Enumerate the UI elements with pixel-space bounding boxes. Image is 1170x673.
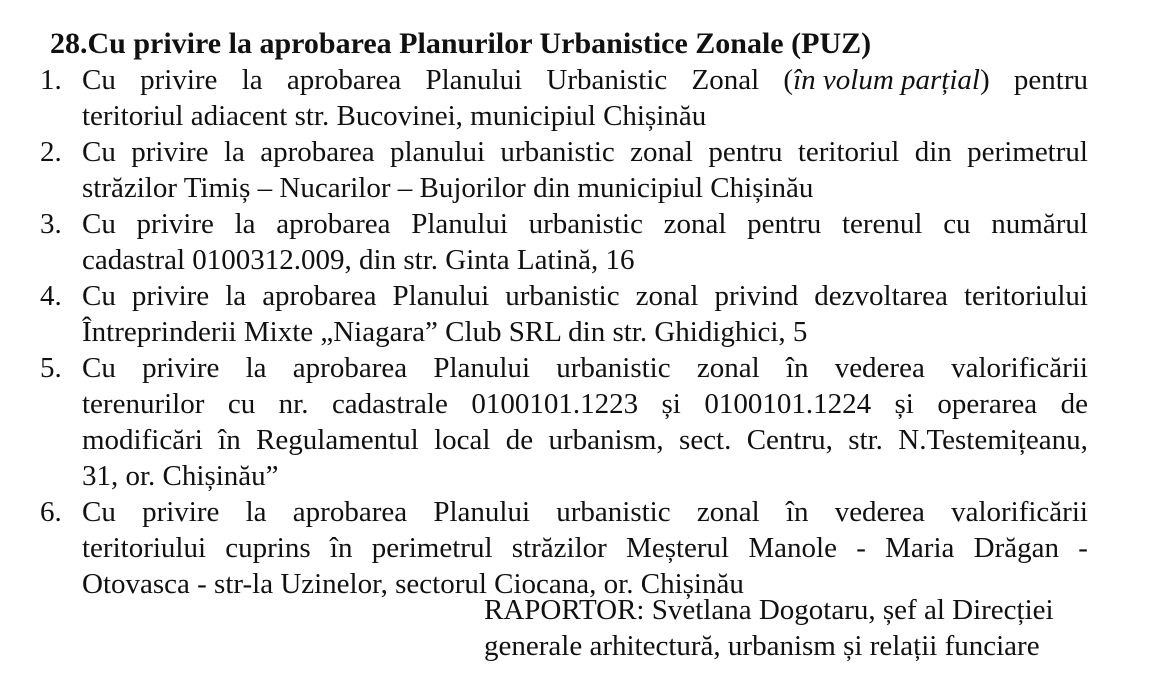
item-text bbox=[82, 278, 1088, 350]
item-word: la bbox=[223, 136, 245, 168]
item-word: cu bbox=[943, 208, 971, 240]
item-text-line bbox=[82, 494, 1088, 530]
item-word: aprobarea bbox=[286, 64, 402, 96]
item-word: 0100101.1224 bbox=[704, 388, 872, 420]
item-word: străzilor bbox=[511, 532, 607, 564]
item-word: zonal bbox=[696, 496, 760, 528]
item-word: la bbox=[234, 208, 256, 240]
item-word: modificări bbox=[82, 424, 203, 456]
item-word: de bbox=[505, 424, 534, 456]
item-text-line bbox=[82, 62, 1088, 98]
item-text-line bbox=[82, 458, 1088, 494]
item-word: terenul bbox=[841, 208, 923, 240]
item-text-line bbox=[82, 278, 1088, 314]
item-word: Otovasca - str-la Uzinelor, sectorul Ciocana, or. Chișinău bbox=[82, 568, 744, 600]
item-word: urbanistic bbox=[528, 208, 643, 240]
italic-phrase: în volum parțial bbox=[793, 64, 980, 96]
item-word: Zonal bbox=[691, 64, 760, 96]
item-word: Centru, bbox=[746, 424, 833, 456]
raportor-line-1: RAPORTOR: Svetlana Dogotaru, șef al Direcției bbox=[484, 594, 1054, 626]
item-text-line bbox=[82, 350, 1088, 386]
item-word: aprobarea bbox=[262, 280, 377, 312]
item-word: (în volum parțial) bbox=[783, 64, 990, 96]
item-word: teritoriul bbox=[797, 136, 900, 168]
item-word: sect. bbox=[679, 424, 732, 456]
item-word: aprobarea bbox=[292, 352, 408, 384]
item-word: Meșterul bbox=[626, 532, 730, 564]
item-text-line bbox=[82, 134, 1088, 170]
item-text bbox=[82, 62, 1088, 134]
item-word: Planului bbox=[433, 496, 531, 528]
item-word: în bbox=[218, 424, 241, 456]
item-word: în bbox=[329, 532, 353, 564]
item-word: operarea bbox=[937, 388, 1038, 420]
item-word: pentru bbox=[747, 208, 822, 240]
item-number: 5. bbox=[40, 352, 62, 384]
item-word: de bbox=[1060, 388, 1088, 420]
item-word: privire bbox=[142, 352, 220, 384]
list-item bbox=[40, 350, 1088, 494]
item-word: privire bbox=[131, 280, 210, 312]
item-number: 3. bbox=[40, 208, 62, 240]
raportor-line-2: generale arhitectură, urbanism și relații funciare bbox=[484, 630, 1040, 662]
item-word: Urbanistic bbox=[546, 64, 668, 96]
item-word: urbanistic bbox=[556, 352, 671, 384]
item-word: Regulamentul bbox=[256, 424, 419, 456]
item-word: cuprins bbox=[225, 532, 311, 564]
item-text-line bbox=[82, 170, 1088, 206]
item-word: urbanistic bbox=[505, 280, 620, 312]
item-number: 2. bbox=[40, 136, 62, 168]
item-word: privire bbox=[136, 208, 214, 240]
item-word: cadastral 0100312.009, din str. Ginta Latină, 16 bbox=[82, 244, 635, 276]
item-word: pentru bbox=[708, 136, 783, 168]
item-number: 1. bbox=[40, 64, 62, 96]
item-word: - bbox=[856, 532, 866, 564]
item-word: vederea bbox=[834, 352, 925, 384]
item-word: Cu bbox=[82, 496, 116, 528]
item-word: cadastrale bbox=[331, 388, 448, 420]
item-word: terenurilor bbox=[82, 388, 205, 420]
item-word: în bbox=[785, 496, 809, 528]
item-word: zonal bbox=[635, 280, 699, 312]
item-text-line bbox=[82, 422, 1088, 458]
item-word: teritoriului bbox=[963, 280, 1088, 312]
item-word: privire bbox=[142, 496, 220, 528]
item-word: la bbox=[225, 280, 247, 312]
item-word: și bbox=[894, 388, 914, 420]
item-word: valorificării bbox=[951, 352, 1088, 384]
item-word: urbanistic bbox=[500, 136, 615, 168]
item-text-line bbox=[82, 206, 1088, 242]
item-word: perimetrul bbox=[371, 532, 493, 564]
item-word: planului bbox=[389, 136, 486, 168]
item-word: pentru bbox=[1013, 64, 1088, 96]
item-word: zonal bbox=[696, 352, 760, 384]
item-word: Cu bbox=[82, 280, 116, 312]
item-word: în bbox=[785, 352, 809, 384]
item-word: privire bbox=[131, 136, 209, 168]
item-word: aprobarea bbox=[276, 208, 391, 240]
item-word: 0100101.1223 bbox=[471, 388, 639, 420]
item-number: 6. bbox=[40, 496, 62, 528]
item-word: Cu bbox=[82, 64, 116, 96]
item-word: local bbox=[434, 424, 491, 456]
item-word: Cu bbox=[82, 352, 116, 384]
item-word: Cu bbox=[82, 136, 116, 168]
item-word: aprobarea bbox=[260, 136, 375, 168]
item-word: aprobarea bbox=[292, 496, 408, 528]
item-word: Întreprinderii Mixte „Niagara” Club SRL din str. Ghidighici, 5 bbox=[82, 316, 808, 348]
list-item bbox=[40, 494, 1088, 602]
item-word: Planului bbox=[411, 208, 508, 240]
item-text-line bbox=[82, 242, 1088, 278]
item-word: la bbox=[245, 352, 267, 384]
item-word: Planului bbox=[433, 352, 531, 384]
item-word: privire bbox=[140, 64, 218, 96]
item-word: Planului bbox=[425, 64, 523, 96]
item-word: perimetrul bbox=[967, 136, 1088, 168]
item-text-line bbox=[82, 530, 1088, 566]
item-text-line bbox=[82, 386, 1088, 422]
item-text bbox=[82, 206, 1088, 278]
section-heading: 28.Cu privire la aprobarea Planurilor Urbanistice Zonale (PUZ) bbox=[50, 27, 872, 60]
list-item bbox=[40, 62, 1088, 134]
item-word: nr. bbox=[278, 388, 309, 420]
item-word: Cu bbox=[82, 208, 116, 240]
item-word: și bbox=[661, 388, 681, 420]
item-word: urbanistic bbox=[556, 496, 671, 528]
item-word: vederea bbox=[834, 496, 925, 528]
item-word: zonal bbox=[663, 208, 727, 240]
item-text bbox=[82, 134, 1088, 206]
item-word: străzilor Timiș – Nucarilor – Bujorilor din municipiul Chișinău bbox=[82, 172, 814, 204]
item-word: la bbox=[245, 496, 267, 528]
item-word: teritoriului bbox=[82, 532, 207, 564]
item-word: privind bbox=[714, 280, 799, 312]
item-word: Planului bbox=[392, 280, 490, 312]
item-word: str. bbox=[848, 424, 883, 456]
item-word: Maria bbox=[885, 532, 955, 564]
item-word: la bbox=[241, 64, 263, 96]
item-word: numărul bbox=[991, 208, 1088, 240]
item-word: 31, or. Chișinău” bbox=[82, 460, 279, 492]
item-text bbox=[82, 494, 1088, 602]
item-text-line bbox=[82, 98, 1088, 134]
item-word: teritoriul adiacent str. Bucovinei, municipiul Chișinău bbox=[82, 100, 707, 132]
item-word: urbanism, bbox=[548, 424, 664, 456]
item-word: valorificării bbox=[951, 496, 1088, 528]
item-word: zonal bbox=[630, 136, 693, 168]
item-word: - bbox=[1078, 532, 1088, 564]
list-item bbox=[40, 206, 1088, 278]
item-text bbox=[82, 350, 1088, 494]
item-number: 4. bbox=[40, 280, 62, 312]
item-word: N.Testemițeanu, bbox=[898, 424, 1088, 456]
item-word: cu bbox=[227, 388, 256, 420]
list-item bbox=[40, 278, 1088, 350]
item-word: din bbox=[914, 136, 952, 168]
list-item bbox=[40, 134, 1088, 206]
item-word: Drăgan bbox=[973, 532, 1059, 564]
item-text-line bbox=[82, 314, 1088, 350]
item-word: Manole bbox=[748, 532, 837, 564]
item-word: dezvoltarea bbox=[814, 280, 948, 312]
